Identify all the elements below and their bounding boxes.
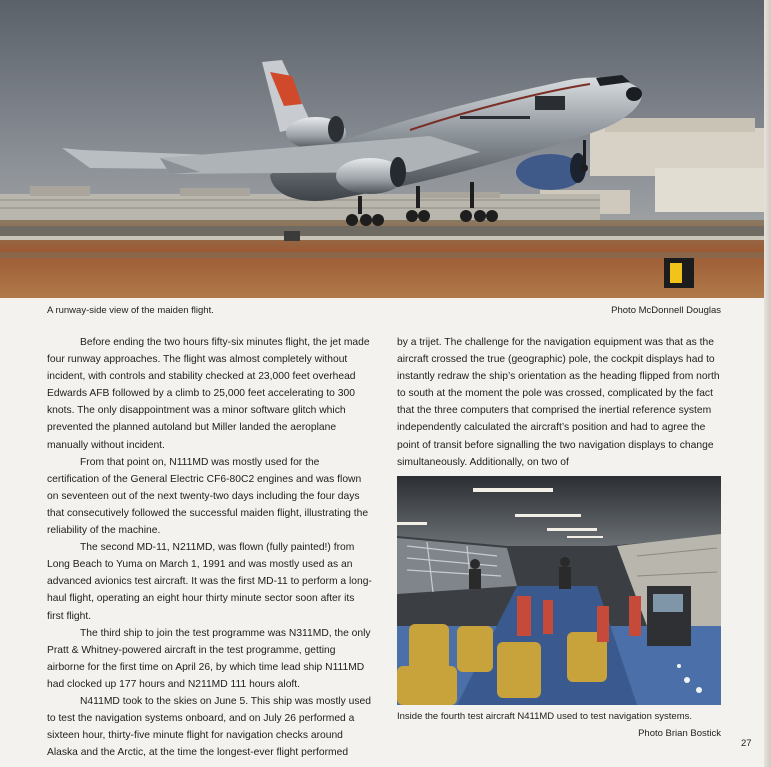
figure-caption-maiden-flight: A runway-side view of the maiden flight.	[47, 305, 214, 316]
figure-caption-cabin: Inside the fourth test aircraft N411MD used to test navigation systems.	[397, 711, 692, 722]
paragraph: The third ship to join the test programme was N311MD, the only Pratt & Whitney-powered aircraft in the test programme, getting airborne for the first time on April 26, by which time lead ship N111MD had clocked up 177 hours and N211MD 111 hours aloft.	[47, 627, 371, 690]
cabin-photo	[397, 476, 721, 705]
paragraph: by a trijet. The challenge for the navigation equipment was that as the aircraft crossed the true (geographic) pole, the cockpit displays had to instantly redraw the ship’s orientation as the heading flipped from north to south at the moment the pole was crossed, complicated by the fact that the three computers that comprised the inertial reference system independently calculated the aircraft’s position and had to agree the point of transit before signalling the two navigation displays to change simultaneously. Additionally, on two of	[397, 337, 720, 468]
page-number: 27	[741, 738, 752, 749]
paragraph: N411MD took to the skies on June 5. This ship was mostly used to test the navigation systems onboard, and on July 26 performed a sixteen hour, thirty-five minute flight for navigation checks around Alaska and the Arctic, at the time the longest-ever flight performed	[47, 695, 371, 759]
photo-credit-maiden-flight: Photo McDonnell Douglas	[611, 305, 721, 316]
body-text-right-column	[397, 334, 722, 471]
maiden-flight-photo	[0, 0, 764, 298]
body-text-left-column	[47, 334, 372, 761]
page-edge	[764, 0, 771, 767]
photo-credit-cabin: Photo Brian Bostick	[638, 728, 721, 739]
paragraph: From that point on, N111MD was mostly used for the certification of the General Electric CF6-80C2 engines and was flown on seventeen out of the next twenty-two days including the four days that consecutively followed the successful maiden flight, illustrating the reliability of the machine.	[47, 456, 369, 537]
paragraph: The second MD-11, N211MD, was flown (fully painted!) from Long Beach to Yuma on March 1, 1991 and was mostly used as an advanced avionics test aircraft. It was the first MD-11 to perform a long-haul flight, operating an eight hour thirty minute sector soon after its first flight.	[47, 542, 372, 622]
paragraph: Before ending the two hours fifty-six minutes flight, the jet made four runway approaches. The flight was almost completely without incident, with controls and stability checked at 23,000 feet overhead Edwards AFB followed by a climb to 25,000 feet accelerating to 300 knots. The only disappointment was a minor software glitch which prevented the planned autoland but Miller landed the aeroplane manually without incident.	[47, 337, 370, 451]
